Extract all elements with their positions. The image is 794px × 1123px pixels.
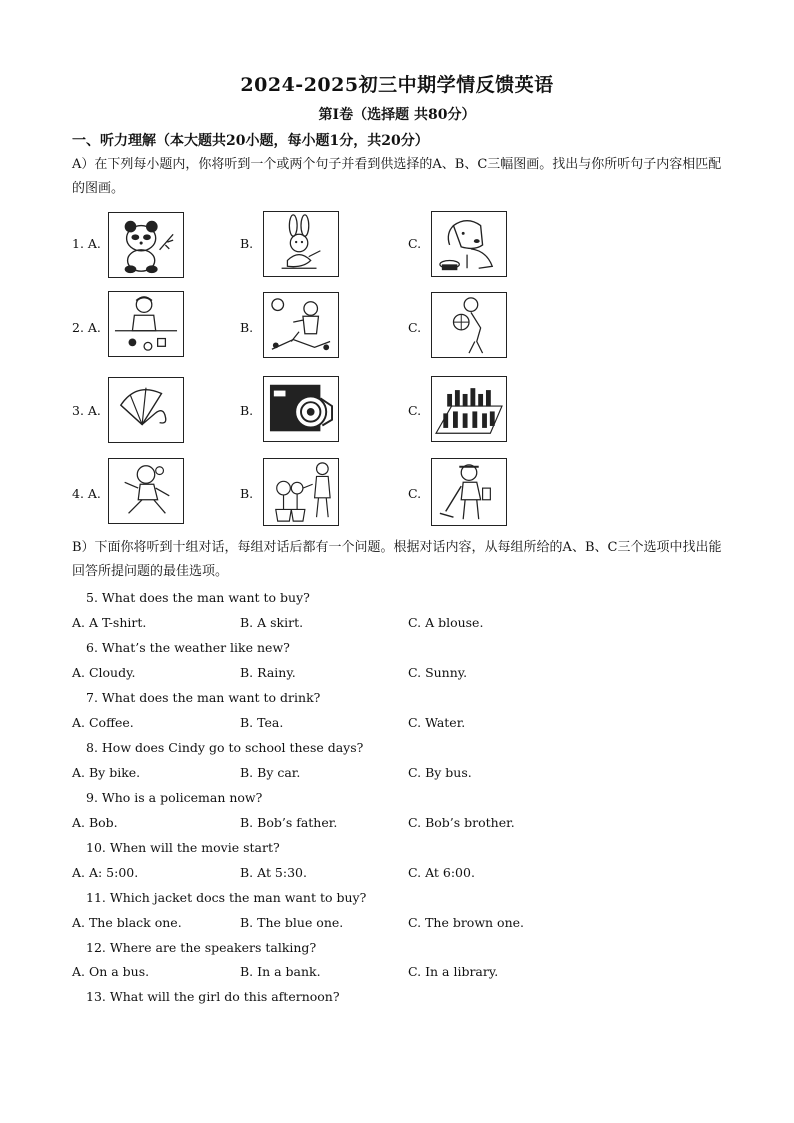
item-2-label-c: C. <box>408 320 422 335</box>
question-9-option-c[interactable]: C. Bob’s brother. <box>408 815 515 830</box>
item-4-label-c: C. <box>408 486 422 501</box>
rabbit-picture[interactable] <box>263 211 339 277</box>
umbrella-picture[interactable] <box>108 377 184 443</box>
item-1-label-a: 1. A. <box>72 236 101 251</box>
question-10-option-c[interactable]: C. At 6:00. <box>408 865 475 880</box>
question-11-option-a[interactable]: A. The black one. <box>72 915 182 930</box>
panda-picture[interactable] <box>108 212 184 278</box>
dog-picture[interactable] <box>431 211 507 277</box>
item-4-label-b: B. <box>240 486 254 501</box>
umbrella-icon <box>109 378 183 442</box>
panda-icon <box>109 213 183 277</box>
question-11-option-b[interactable]: B. The blue one. <box>240 915 344 930</box>
question-7: 7. What does the man want to drink? <box>86 690 321 705</box>
question-8-option-a[interactable]: A. By bike. <box>72 765 141 780</box>
question-5: 5. What does the man want to buy? <box>86 590 310 605</box>
girl-exercising-picture[interactable] <box>108 458 184 524</box>
item-2-label-a: 2. A. <box>72 320 101 335</box>
question-11: 11. Which jacket docs the man want to buy? <box>86 890 367 905</box>
boy-toys-picture[interactable] <box>108 291 184 357</box>
camera-picture[interactable] <box>263 376 339 442</box>
item-4-label-a: 4. A. <box>72 486 101 501</box>
part-a-instructions: A）在下列每小题内，你将听到一个或两个句子并看到供选择的A、B、C三幅图画。找出与你所听句子内容相匹配的图画。 <box>72 157 722 196</box>
question-9-option-b[interactable]: B. Bob’s father. <box>240 815 338 830</box>
item-1-label-c: C. <box>408 236 422 251</box>
item-1-label-b: B. <box>240 236 254 251</box>
part-b-instructions: B）下面你将听到十组对话，每组对话后都有一个问题。根据对话内容，从每组所给的A、B、C三个选项中找出能回答所提问题的最佳选项。 <box>72 540 722 579</box>
question-8-option-b[interactable]: B. By car. <box>240 765 301 780</box>
question-7-option-a[interactable]: A. Coffee. <box>72 715 134 730</box>
question-7-option-b[interactable]: B. Tea. <box>240 715 284 730</box>
question-10-option-b[interactable]: B. At 5:30. <box>240 865 307 880</box>
item-3-label-c: C. <box>408 403 422 418</box>
section-heading: 一、听力理解（本大题共20小题，每小题1分，共20分） <box>72 133 429 149</box>
boy-ball-picture[interactable] <box>431 292 507 358</box>
question-10-option-a[interactable]: A. A: 5:00. <box>72 865 139 880</box>
rabbit-icon <box>264 212 338 276</box>
question-6-option-b[interactable]: B. Rainy. <box>240 665 296 680</box>
question-12: 12. Where are the speakers talking? <box>86 940 317 955</box>
question-13: 13. What will the girl do this afternoon? <box>86 989 340 1004</box>
question-6-option-a[interactable]: A. Cloudy. <box>72 665 136 680</box>
question-12-option-b[interactable]: B. In a bank. <box>240 964 321 979</box>
girl-exercising-icon <box>109 459 183 523</box>
boy-toys-icon <box>109 292 183 356</box>
question-8: 8. How does Cindy go to school these days? <box>86 740 364 755</box>
question-9-option-a[interactable]: A. Bob. <box>72 815 118 830</box>
camera-icon <box>264 377 338 441</box>
question-6-option-c[interactable]: C. Sunny. <box>408 665 468 680</box>
page-subtitle: 第I卷（选择题 共80分） <box>318 107 476 123</box>
question-5-option-b[interactable]: B. A skirt. <box>240 615 304 630</box>
question-7-option-c[interactable]: C. Water. <box>408 715 466 730</box>
chess-picture[interactable] <box>431 376 507 442</box>
watering-flowers-icon <box>264 459 338 525</box>
dog-icon <box>432 212 506 276</box>
question-8-option-c[interactable]: C. By bus. <box>408 765 472 780</box>
question-10: 10. When will the movie start? <box>86 840 280 855</box>
chess-icon <box>432 377 506 441</box>
item-3-label-a: 3. A. <box>72 403 101 418</box>
question-6: 6. What’s the weather like new? <box>86 640 290 655</box>
question-5-option-a[interactable]: A. A T-shirt. <box>72 615 147 630</box>
watering-flowers-picture[interactable] <box>263 458 339 526</box>
question-9: 9. Who is a policeman now? <box>86 790 263 805</box>
boy-playing-picture[interactable] <box>263 292 339 358</box>
question-11-option-c[interactable]: C. The brown one. <box>408 915 524 930</box>
sweeping-icon <box>432 459 506 525</box>
boy-playing-icon <box>264 293 338 357</box>
question-12-option-c[interactable]: C. In a library. <box>408 964 499 979</box>
page-title: 2024-2025初三中期学情反馈英语 <box>240 74 554 96</box>
sweeping-picture[interactable] <box>431 458 507 526</box>
item-3-label-b: B. <box>240 403 254 418</box>
question-5-option-c[interactable]: C. A blouse. <box>408 615 484 630</box>
boy-ball-icon <box>432 293 506 357</box>
question-12-option-a[interactable]: A. On a bus. <box>72 964 150 979</box>
item-2-label-b: B. <box>240 320 254 335</box>
